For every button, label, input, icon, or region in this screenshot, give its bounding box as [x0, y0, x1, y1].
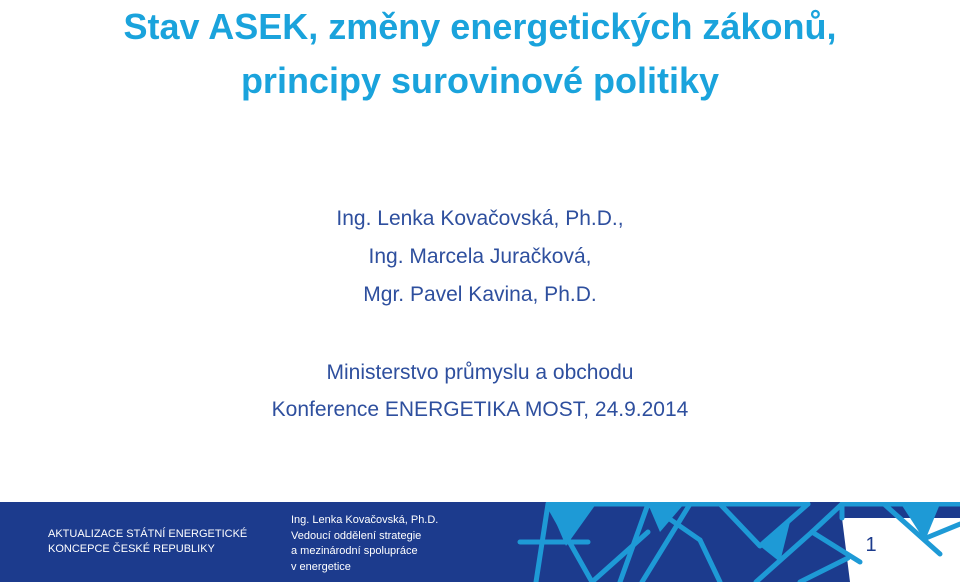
author-1: Ing. Lenka Kovačovská, Ph.D., [336, 207, 624, 230]
author-3: Mgr. Pavel Kavina, Ph.D. [363, 283, 597, 306]
footer-presenter-role-3: v energetice [291, 560, 351, 573]
author-2: Ing. Marcela Juračková, [368, 245, 592, 268]
slide-title-line-2: principy surovinové politiky [240, 60, 720, 101]
organization-block [0, 354, 960, 428]
page-number: 1 [865, 534, 877, 556]
footer-presenter [291, 513, 438, 575]
footer-project-line-2: KONCEPCE ČESKÉ REPUBLIKY [48, 543, 215, 555]
footer-presenter-role-1: Vedoucí oddělení strategie [291, 529, 422, 542]
footer-project-line-1: AKTUALIZACE STÁTNÍ ENERGETICKÉ [48, 528, 248, 540]
slide-title [0, 0, 960, 108]
slide-title-line-1: Stav ASEK, změny energetických zákonů, [123, 6, 837, 47]
footer-presenter-name: Ing. Lenka Kovačovská, Ph.D. [291, 514, 439, 526]
footer-bar [0, 502, 960, 582]
author-list [0, 200, 960, 314]
event-name: Konference ENERGETIKA MOST, 24.9.2014 [271, 398, 689, 421]
footer-presenter-role-2: a mezinárodní spolupráce [291, 545, 418, 557]
footer-project [48, 527, 247, 557]
organization-name: Ministerstvo průmyslu a obchodu [326, 361, 634, 384]
